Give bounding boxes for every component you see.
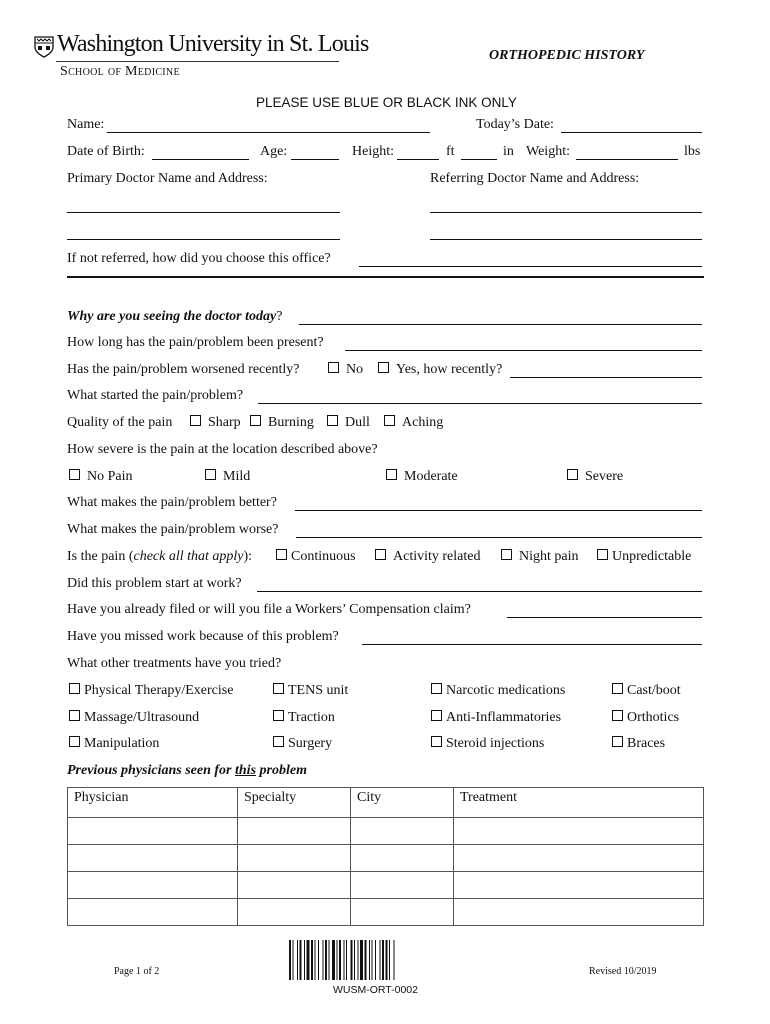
table-row: [68, 899, 704, 926]
severity-mild-option[interactable]: [205, 469, 250, 485]
treatment-surgery[interactable]: [273, 736, 332, 752]
name-label: Name:: [67, 117, 105, 132]
pain-night-label: Night pain: [519, 549, 579, 564]
referring-doctor-label: Referring Doctor Name and Address:: [430, 171, 640, 186]
worse-label: What makes the pain/problem worse?: [67, 522, 279, 537]
weight-label: Weight:: [526, 144, 570, 159]
treatment-orthotics[interactable]: [612, 710, 679, 726]
pain-activity-label: Activity related: [393, 549, 481, 564]
page-number: Page 1 of 2: [114, 966, 160, 977]
why-seeing-label: [67, 309, 282, 325]
severity-severe-label: Severe: [585, 469, 624, 484]
treatment-orthotics-label: Orthotics: [627, 710, 680, 725]
height-in-field[interactable]: [461, 144, 497, 160]
treatment-cast-boot[interactable]: [612, 683, 681, 699]
worsened-yes-label: Yes, how recently?: [396, 362, 503, 377]
at-work-label: Did this problem start at work?: [67, 576, 242, 591]
university-shield-icon: [34, 36, 54, 58]
dob-label: Date of Birth:: [67, 144, 145, 159]
treatment-braces-checkbox[interactable]: [612, 736, 623, 747]
severity-moderate-checkbox[interactable]: [386, 469, 397, 480]
treatment-massage-label: Massage/Ultrasound: [84, 710, 200, 725]
column-header-physician: Physician: [68, 788, 238, 818]
treatment-steroid-injections[interactable]: [431, 736, 544, 752]
how-long-label: How long has the pain/problem been present?: [67, 335, 324, 350]
height-label: Height:: [352, 144, 394, 159]
table-cell[interactable]: [238, 818, 351, 845]
table-cell[interactable]: [454, 872, 704, 899]
better-label: What makes the pain/problem better?: [67, 495, 277, 510]
treatment-narcotic[interactable]: [431, 683, 565, 699]
treatment-manipulation-checkbox[interactable]: [69, 736, 80, 747]
treatment-physical-therapy[interactable]: [69, 683, 233, 699]
workers-comp-field[interactable]: [507, 602, 702, 618]
form-code: WUSM-ORT-0002: [333, 984, 418, 996]
quality-aching-checkbox[interactable]: [384, 415, 395, 426]
pain-activity-option[interactable]: [375, 549, 480, 565]
treatment-braces-label: Braces: [627, 736, 666, 751]
workers-comp-label: Have you already filed or will you file a Workers’ Compensation claim?: [67, 602, 471, 617]
revised-date: Revised 10/2019: [589, 966, 657, 977]
why-seeing-field[interactable]: [299, 309, 702, 325]
name-field[interactable]: [107, 117, 430, 133]
treatment-surgery-checkbox[interactable]: [273, 736, 284, 747]
worsened-yes-option[interactable]: [378, 362, 502, 378]
severity-moderate-label: Moderate: [404, 469, 458, 484]
why-seeing-qmark: ?: [276, 309, 283, 324]
column-header-city: City: [351, 788, 454, 818]
pain-unpredictable-checkbox[interactable]: [597, 549, 608, 560]
not-referred-label: If not referred, how did you choose this office?: [67, 251, 331, 266]
treatment-physical-therapy-label: Physical Therapy/Exercise: [84, 683, 234, 698]
severity-severe-checkbox[interactable]: [567, 469, 578, 480]
treatments-question: What other treatments have you tried?: [67, 656, 282, 671]
quality-dull-checkbox[interactable]: [327, 415, 338, 426]
table-row: [68, 872, 704, 899]
referring-doctor-line-1[interactable]: [430, 197, 702, 213]
previous-physicians-title: [67, 763, 307, 779]
missed-work-field[interactable]: [362, 629, 702, 645]
ft-label: ft: [446, 144, 455, 159]
treatment-traction-label: Traction: [288, 710, 335, 725]
worsened-no-label: No: [346, 362, 364, 377]
age-label: Age:: [260, 144, 288, 159]
table-cell[interactable]: [351, 818, 454, 845]
treatment-steroid-injections-label: Steroid injections: [446, 736, 545, 751]
table-row: [68, 818, 704, 845]
barcode-icon: [289, 940, 473, 984]
table-cell[interactable]: [351, 845, 454, 872]
not-referred-field[interactable]: [359, 251, 702, 267]
treatment-cast-boot-label: Cast/boot: [627, 683, 681, 698]
table-cell[interactable]: [351, 899, 454, 926]
treatment-manipulation[interactable]: [69, 736, 159, 752]
height-ft-field[interactable]: [397, 144, 439, 160]
table-cell[interactable]: [454, 845, 704, 872]
worsened-recently-field[interactable]: [510, 362, 702, 378]
quality-dull-option[interactable]: [327, 415, 370, 431]
quality-burning-checkbox[interactable]: [250, 415, 261, 426]
how-long-field[interactable]: [345, 335, 702, 351]
quality-burning-label: Burning: [268, 415, 314, 430]
pain-unpredictable-label: Unpredictable: [612, 549, 692, 564]
quality-label: Quality of the pain: [67, 415, 173, 430]
severity-mild-checkbox[interactable]: [205, 469, 216, 480]
pain-type-suffix: ):: [243, 549, 253, 564]
treatment-anti-inflammatories[interactable]: [431, 710, 561, 726]
treatment-traction[interactable]: [273, 710, 335, 726]
treatment-cast-boot-checkbox[interactable]: [612, 683, 623, 694]
table-cell[interactable]: [238, 872, 351, 899]
quality-sharp-option[interactable]: [190, 415, 241, 431]
worsened-label: Has the pain/problem worsened recently?: [67, 362, 300, 377]
primary-doctor-label: Primary Doctor Name and Address:: [67, 171, 268, 186]
pain-type-label: [67, 549, 252, 565]
referring-doctor-line-2[interactable]: [430, 224, 702, 240]
started-label: What started the pain/problem?: [67, 388, 244, 403]
pain-type-italic: check all that apply: [133, 549, 244, 564]
primary-doctor-line-1[interactable]: [67, 197, 340, 213]
previous-physicians-title-pre: Previous physicians seen for: [67, 763, 235, 778]
treatment-manipulation-label: Manipulation: [84, 736, 160, 751]
worsened-yes-checkbox[interactable]: [378, 362, 389, 373]
severity-moderate-option[interactable]: [386, 469, 458, 485]
lbs-label: lbs: [684, 144, 701, 159]
dob-field[interactable]: [152, 144, 249, 160]
table-cell[interactable]: [351, 872, 454, 899]
form-title: ORTHOPEDIC HISTORY: [489, 48, 645, 63]
severity-severe-option[interactable]: [567, 469, 623, 485]
quality-aching-label: Aching: [402, 415, 444, 430]
treatment-anti-inflammatories-label: Anti-Inflammatories: [446, 710, 562, 725]
todays-date-label: Today’s Date:: [476, 117, 554, 132]
treatment-narcotic-checkbox[interactable]: [431, 683, 442, 694]
worsened-no-option[interactable]: [328, 362, 363, 378]
school-name: School of Medicine: [60, 64, 180, 79]
better-field[interactable]: [295, 495, 702, 511]
pain-continuous-option[interactable]: [276, 549, 356, 565]
quality-sharp-checkbox[interactable]: [190, 415, 201, 426]
age-field[interactable]: [291, 144, 339, 160]
pain-night-checkbox[interactable]: [501, 549, 512, 560]
section-divider: [67, 276, 704, 278]
at-work-field[interactable]: [257, 576, 702, 592]
quality-sharp-label: Sharp: [208, 415, 241, 430]
treatment-massage-checkbox[interactable]: [69, 710, 80, 721]
previous-physicians-title-underlined: this: [235, 763, 257, 778]
why-seeing-text: Why are you seeing the doctor today: [67, 309, 277, 324]
previous-physicians-table: [67, 787, 704, 926]
table-cell[interactable]: [454, 818, 704, 845]
pain-continuous-checkbox[interactable]: [276, 549, 287, 560]
quality-burning-option[interactable]: [250, 415, 314, 431]
missed-work-label: Have you missed work because of this problem?: [67, 629, 339, 644]
todays-date-field[interactable]: [561, 117, 702, 133]
table-cell[interactable]: [68, 872, 238, 899]
table-cell[interactable]: [238, 845, 351, 872]
started-field[interactable]: [258, 388, 702, 404]
weight-field[interactable]: [576, 144, 678, 160]
pain-activity-checkbox[interactable]: [375, 549, 386, 560]
worse-field[interactable]: [296, 522, 702, 538]
severity-mild-label: Mild: [223, 469, 251, 484]
treatment-narcotic-label: Narcotic medications: [446, 683, 566, 698]
column-header-specialty: Specialty: [238, 788, 351, 818]
pain-unpredictable-option[interactable]: [597, 549, 691, 565]
table-cell[interactable]: [68, 845, 238, 872]
in-label: in: [503, 144, 514, 159]
quality-dull-label: Dull: [345, 415, 370, 430]
treatment-massage[interactable]: [69, 710, 199, 726]
previous-physicians-title-post: problem: [256, 763, 307, 778]
ink-instruction: PLEASE USE BLUE OR BLACK INK ONLY: [256, 95, 517, 110]
pain-continuous-label: Continuous: [291, 549, 356, 564]
treatment-braces[interactable]: [612, 736, 665, 752]
treatment-traction-checkbox[interactable]: [273, 710, 284, 721]
treatment-surgery-label: Surgery: [288, 736, 333, 751]
university-name: Washington University in St. Louis: [57, 31, 369, 57]
treatment-physical-therapy-checkbox[interactable]: [69, 683, 80, 694]
severity-no-pain-checkbox[interactable]: [69, 469, 80, 480]
table-cell[interactable]: [454, 899, 704, 926]
treatment-anti-inflammatories-checkbox[interactable]: [431, 710, 442, 721]
severity-question: How severe is the pain at the location described above?: [67, 442, 378, 457]
treatment-steroid-injections-checkbox[interactable]: [431, 736, 442, 747]
table-cell[interactable]: [68, 818, 238, 845]
treatment-tens-unit-label: TENS unit: [288, 683, 349, 698]
logo-divider: [56, 61, 339, 62]
treatment-orthotics-checkbox[interactable]: [612, 710, 623, 721]
treatment-tens-unit-checkbox[interactable]: [273, 683, 284, 694]
treatment-tens-unit[interactable]: [273, 683, 348, 699]
table-cell[interactable]: [238, 899, 351, 926]
pain-type-prefix: Is the pain (: [67, 549, 134, 564]
column-header-treatment: Treatment: [454, 788, 704, 818]
table-cell[interactable]: [68, 899, 238, 926]
primary-doctor-line-2[interactable]: [67, 224, 340, 240]
worsened-no-checkbox[interactable]: [328, 362, 339, 373]
severity-no-pain-label: No Pain: [87, 469, 133, 484]
table-header-row: [68, 788, 704, 818]
severity-no-pain-option[interactable]: [69, 469, 133, 485]
quality-aching-option[interactable]: [384, 415, 443, 431]
table-row: [68, 845, 704, 872]
pain-night-option[interactable]: [501, 549, 579, 565]
